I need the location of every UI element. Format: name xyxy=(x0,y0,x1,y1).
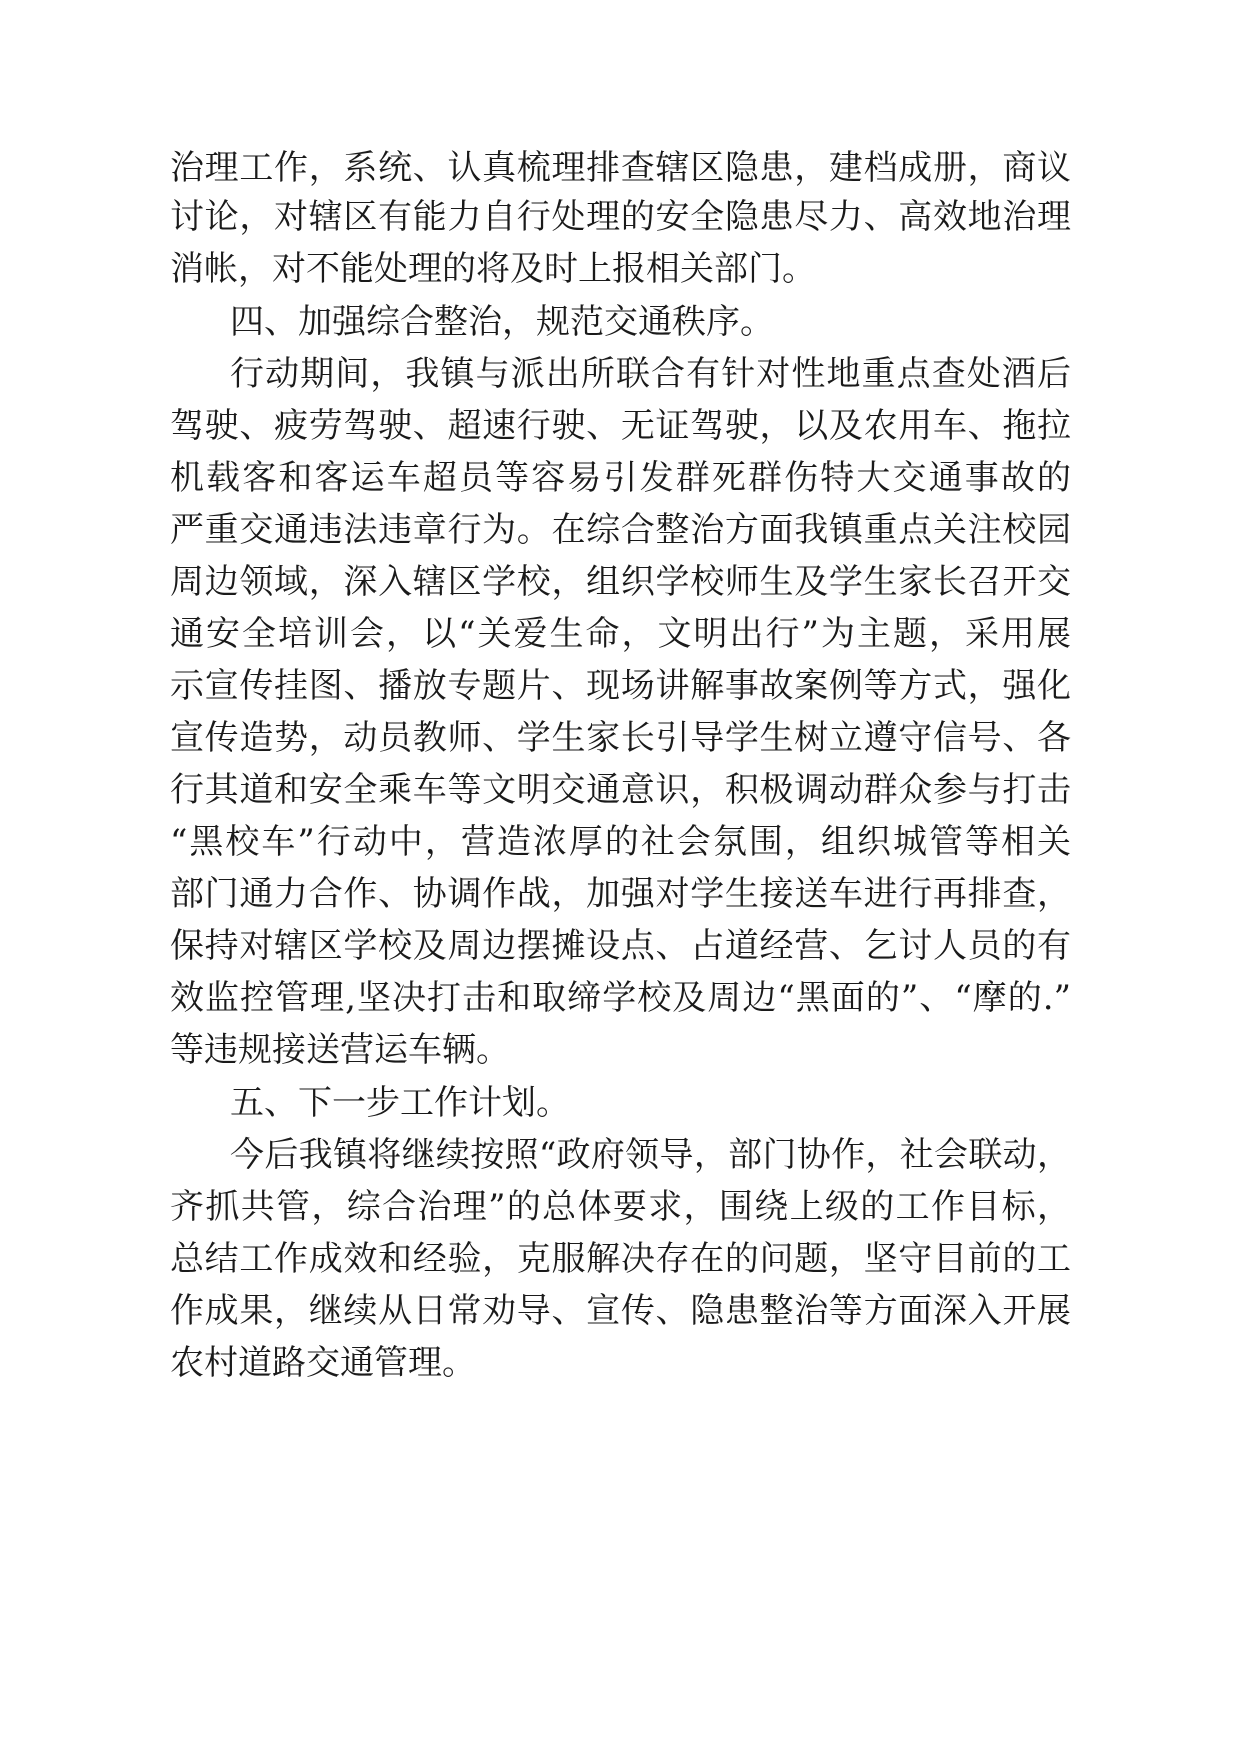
text-line xyxy=(0,396,1241,456)
text-line xyxy=(0,187,1241,247)
line-text: 作成果，继续从日常劝导、宣传、隐患整治等方面深入开展 xyxy=(170,1291,1071,1331)
text-line xyxy=(0,1125,1241,1185)
line-text: 治理工作，系统、认真梳理排查辖区隐患，建档成册，商议 xyxy=(170,148,1071,188)
text-line xyxy=(0,1177,1241,1237)
line-text: 今后我镇将继续按照“政府领导，部门协作，社会联动， xyxy=(230,1135,1071,1175)
line-text: 部门通力合作、协调作战，加强对学生接送车进行再排查， xyxy=(170,874,1071,914)
text-line xyxy=(0,239,1241,299)
text-line xyxy=(0,760,1241,820)
text-line xyxy=(0,708,1241,768)
text-line xyxy=(0,968,1241,1028)
line-text: 总结工作成效和经验，克服解决存在的问题，坚守目前的工 xyxy=(170,1239,1071,1279)
text-line xyxy=(0,864,1241,924)
line-text: 行动期间，我镇与派出所联合有针对性地重点查处酒后 xyxy=(230,354,1071,394)
line-text: 五、下一步工作计划。 xyxy=(230,1083,570,1123)
line-text: 宣传造势，动员教师、学生家长引导学生树立遵守信号、各 xyxy=(170,718,1071,758)
text-line xyxy=(0,552,1241,612)
text-line xyxy=(0,812,1241,872)
line-text: 严重交通违法违章行为。在综合整治方面我镇重点关注校园 xyxy=(170,510,1071,550)
line-text: 通安全培训会，以“关爱生命，文明出行”为主题，采用展 xyxy=(170,614,1071,654)
line-text: 驾驶、疲劳驾驶、超速行驶、无证驾驶，以及农用车、拖拉 xyxy=(170,406,1071,446)
line-text: 行其道和安全乘车等文明交通意识，积极调动群众参与打击 xyxy=(170,770,1071,810)
line-text: 农村道路交通管理。 xyxy=(170,1343,476,1383)
text-line xyxy=(0,656,1241,716)
line-text: 保持对辖区学校及周边摆摊设点、占道经营、乞讨人员的有 xyxy=(170,926,1071,966)
line-text: 讨论，对辖区有能力自行处理的安全隐患尽力、高效地治理 xyxy=(170,197,1071,237)
line-text: 机载客和客运车超员等容易引发群死群伤特大交通事故的 xyxy=(170,458,1071,498)
text-line xyxy=(0,344,1241,404)
line-text: 效监控管理,坚决打击和取缔学校及周边“黑面的”、“摩的.” xyxy=(170,978,1071,1018)
line-text: 示宣传挂图、播放专题片、现场讲解事故案例等方式，强化 xyxy=(170,666,1071,706)
line-text: 齐抓共管，综合治理”的总体要求，围绕上级的工作目标， xyxy=(170,1187,1071,1227)
text-line xyxy=(0,1281,1241,1341)
line-text: 周边领域，深入辖区学校，组织学校师生及学生家长召开交 xyxy=(170,562,1071,602)
text-line xyxy=(0,1333,1241,1393)
line-text: “黑校车”行动中，营造浓厚的社会氛围，组织城管等相关 xyxy=(170,822,1071,862)
text-line xyxy=(0,500,1241,560)
section-heading xyxy=(0,292,1241,352)
text-line xyxy=(0,604,1241,664)
section-heading xyxy=(0,1073,1241,1133)
text-line xyxy=(0,448,1241,508)
text-line xyxy=(0,1020,1241,1080)
text-line xyxy=(0,1229,1241,1289)
line-text: 消帐，对不能处理的将及时上报相关部门。 xyxy=(170,249,816,289)
text-line xyxy=(0,916,1241,976)
line-text: 四、加强综合整治，规范交通秩序。 xyxy=(230,302,774,342)
line-text: 等违规接送营运车辆。 xyxy=(170,1030,510,1070)
